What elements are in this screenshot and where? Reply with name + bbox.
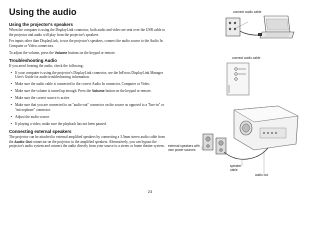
speaker-icon bbox=[216, 138, 226, 154]
external-speakers-illustration bbox=[198, 104, 300, 180]
list-item-text: Make sure the audio cable is connected to the correct Audio In connector, Computer or Video. bbox=[15, 82, 151, 87]
bullet-icon: • bbox=[10, 122, 13, 127]
speakers-paragraph-3 bbox=[9, 51, 167, 56]
list-item bbox=[9, 82, 167, 87]
external-speakers-label: external speakers with own power sources bbox=[168, 144, 200, 152]
bullet-icon: • bbox=[10, 82, 13, 87]
bullet-icon: • bbox=[10, 115, 13, 120]
bullet-icon: • bbox=[10, 103, 13, 108]
laptop-icon bbox=[260, 16, 294, 38]
page-number: 23 bbox=[147, 189, 153, 194]
text-run: connector on the projector to the amplified speakers. Alternatively, you can bypass the projector's audio system and connect the audio directly from your source to a stereo or home theater system. bbox=[9, 139, 165, 149]
list-item bbox=[9, 122, 167, 127]
projector-icon bbox=[234, 106, 298, 150]
speakers-paragraph-2: For inputs other than DisplayLink, to use the projector's speakers, connect the audio source to the Audio In Computer or Video connectors. bbox=[9, 39, 163, 48]
list-item-text: Make sure the correct source is active. bbox=[15, 96, 71, 101]
external-paragraph bbox=[9, 135, 167, 149]
list-item bbox=[9, 115, 167, 120]
text-run: Make sure the volume is turned up enough. Press the bbox=[15, 89, 92, 94]
text-run: The projector can be attached to external amplified speakers by connecting a 3.5mm stereo audio cable from the bbox=[9, 135, 165, 144]
bullet-icon: • bbox=[10, 89, 13, 94]
speaker-icon bbox=[203, 134, 213, 150]
troubleshooting-heading: Troubleshooting Audio bbox=[9, 57, 57, 63]
volume-keyword: Volume bbox=[91, 89, 105, 94]
figure-label-top: connect audio cable bbox=[233, 10, 262, 14]
speakers-paragraph-1: When the computer is using the DisplayLink connector, both audio and video are sent over the USB cable to the projector and audio will play from the projector's speakers. bbox=[9, 28, 166, 37]
audio-out-keyword: Audio Out bbox=[14, 139, 32, 144]
text-run: To adjust the volume, press the bbox=[9, 50, 55, 55]
speakers-heading: Using the projector's speakers bbox=[9, 22, 73, 27]
volume-keyword: Volume bbox=[54, 50, 68, 55]
audio-plug-icon bbox=[258, 33, 262, 36]
speaker-cable-icon bbox=[224, 148, 268, 159]
external-heading: Connecting external speakers bbox=[9, 129, 72, 135]
speaker-cable-label: speaker cable bbox=[230, 164, 242, 172]
page-title: Using the audio bbox=[9, 7, 77, 17]
list-item-text: If your computer is using the projector's DisplayLink connector, see the InFocus DisplayLink Manager User's Guide for audio troubleshooting information. bbox=[15, 70, 164, 80]
list-item bbox=[9, 96, 167, 101]
bullet-icon: • bbox=[10, 70, 13, 75]
list-item-text: Make sure that you are connected to an "audio-out" connector on the source as opposed to a "line-in" or "microphone" connector. bbox=[15, 103, 165, 112]
figure-label-middle: connect audio cable bbox=[232, 56, 261, 60]
bullet-icon: • bbox=[10, 96, 13, 101]
list-item-text: If playing a video, make sure the playback has not been paused. bbox=[15, 122, 107, 127]
list-item-text: Adjust the audio source. bbox=[15, 115, 50, 120]
text-run: button on the keypad or remote. bbox=[104, 89, 152, 94]
text-column bbox=[9, 22, 167, 151]
list-item bbox=[9, 71, 167, 80]
list-item bbox=[9, 103, 167, 112]
troubleshooting-list bbox=[9, 71, 167, 127]
audio-connector-panel-icon bbox=[227, 63, 249, 95]
laptop-connection-illustration bbox=[218, 14, 300, 46]
troubleshooting-intro: If you aren't hearing the audio, check the following: bbox=[9, 63, 84, 68]
audio-panel-illustration bbox=[226, 61, 256, 97]
list-item bbox=[9, 89, 167, 94]
audio-out-label: audio out bbox=[255, 173, 269, 177]
text-run: buttons on the keypad or remote. bbox=[67, 50, 116, 55]
